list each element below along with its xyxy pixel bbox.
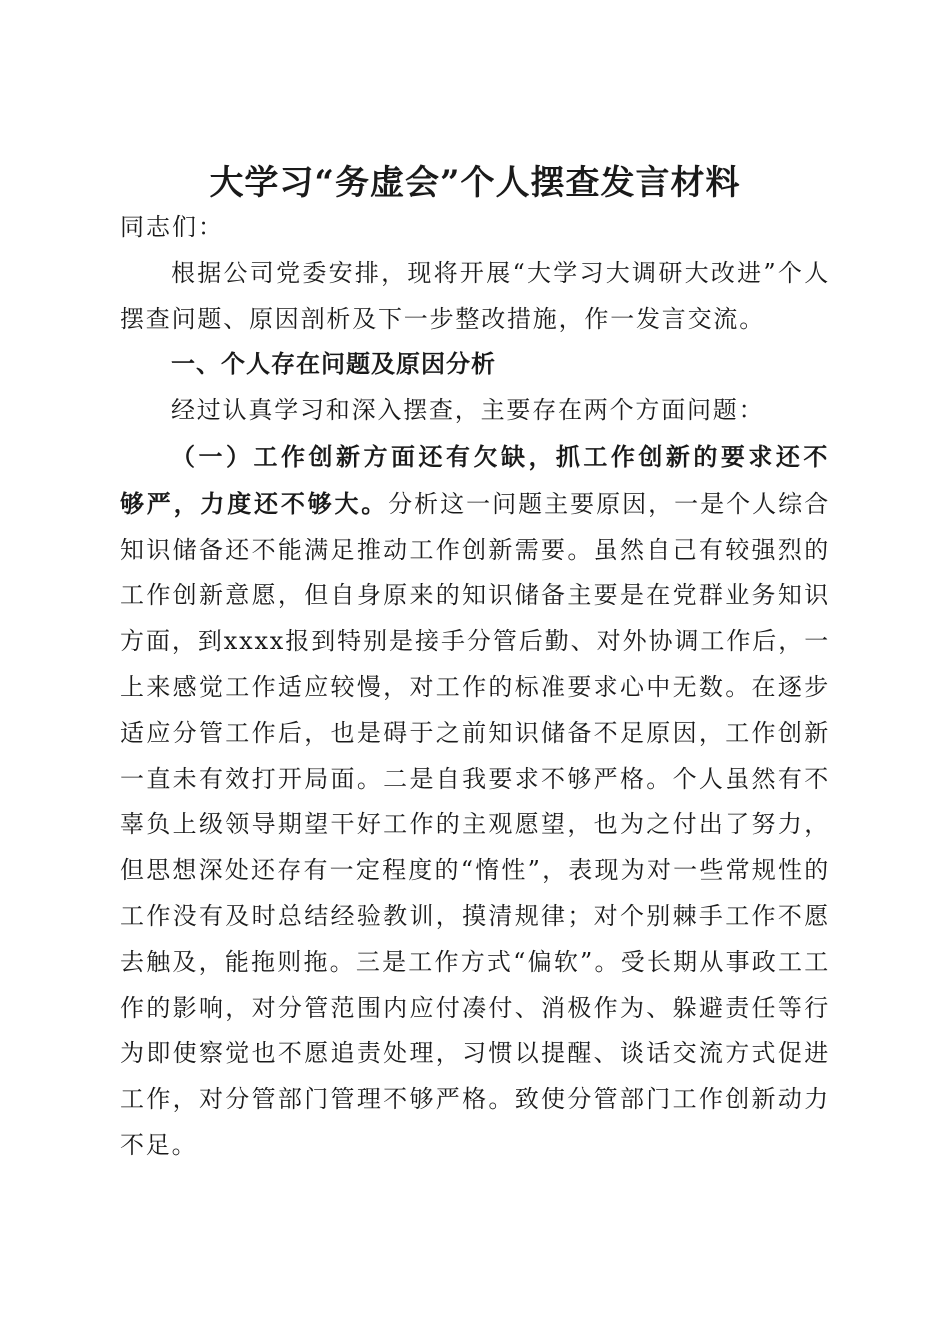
section-intro-paragraph: 经过认真学习和深入摆查，主要存在两个方面问题：	[171, 396, 765, 425]
item-1-body: 分析这一问题主要原因，一是个人综合知识储备还不能满足推动工作创新需要。虽然自己有较强烈的工作创新意愿，但自身原来的知识储备主要是在党群业务知识方面，到xxxx报到特别是接手分管后勤、对外协调工作后，一上来感觉工作适应较慢，对工作的标准要求心中无数。在逐步适应分管工作后，也是碍于之前知识储备不足原因，工作创新一直未有效打开局面。二是自我要求不够严格。个人虽然有不辜负上级领导期望干好工作的主观愿望，也为之付出了努力，但思想深处还存有一定程度的“惰性”，表现为对一些常规性的工作没有及时总结经验教训，摸清规律；对个别棘手工作不愿去触及，能拖则拖。三是工作方式“偏软”。受长期从事政工工作的影响，对分管范围内应付凑付、消极作为、躲避责任等行为即使察觉也不愿追责处理，习惯以提醒、谈话交流方式促进工作，对分管部门管理不够严格。致使分管部门工作创新动力不足。	[120, 489, 830, 1159]
document-title: 大学习“务虚会”个人摆查发言材料	[209, 162, 741, 203]
salutation: 同志们：	[120, 213, 224, 241]
document-body	[120, 205, 830, 1169]
item-1-paragraph	[120, 434, 830, 1169]
intro-paragraph: 根据公司党委安排，现将开展“大学习大调研大改进”个人摆查问题、原因剖析及下一步整改措施，作一发言交流。	[120, 258, 830, 333]
item-1-lead: （一）工作创新方面还有欠缺，抓工作创新的要求还不够严，力度还不够大。	[120, 441, 830, 518]
section-heading-1: 一、个人存在问题及原因分析	[171, 350, 496, 379]
